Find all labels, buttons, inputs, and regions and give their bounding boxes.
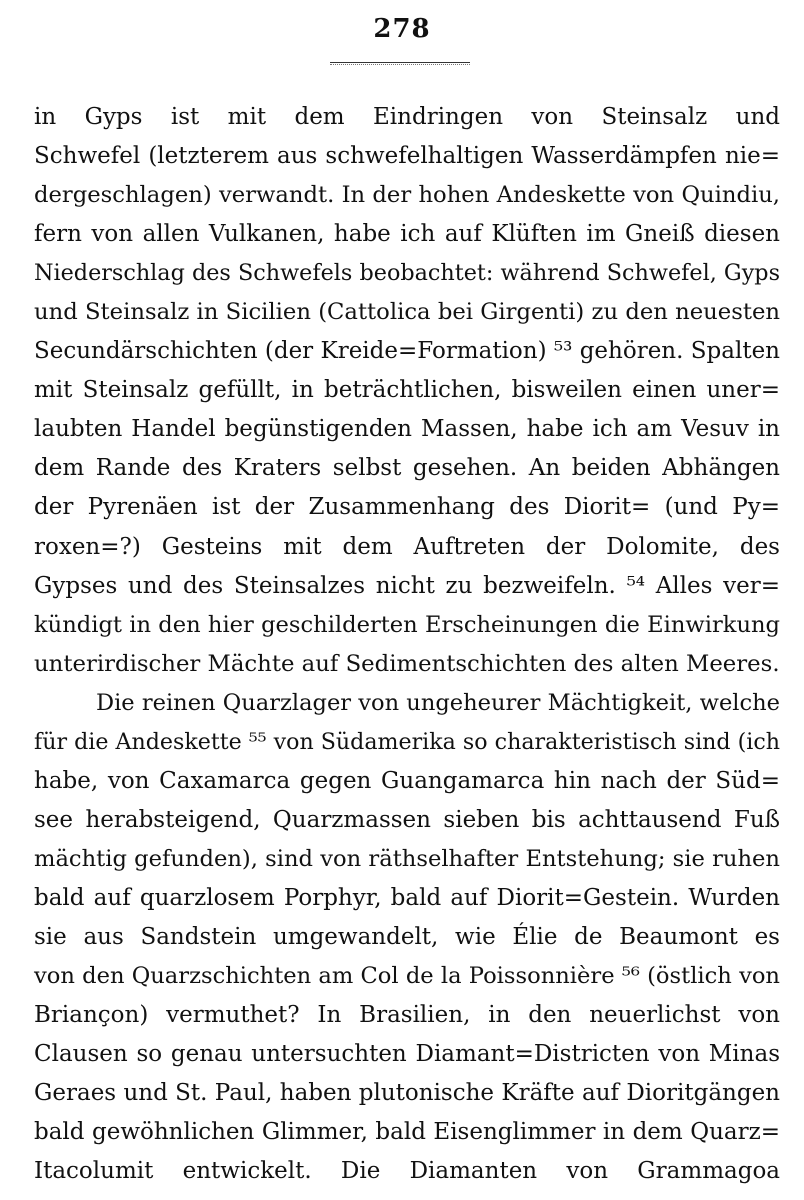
text-line: Niederschlag des Schwefels beobachtet: während Schwefel, Gyps <box>34 260 780 287</box>
text-line: dergeschlagen) verwandt. In der hohen Andeskette von Quindiu, <box>34 182 780 209</box>
text-line: der Pyrenäen ist der Zusammenhang des Diorit= (und Py= <box>34 494 780 521</box>
text-line: Gypses und des Steinsalzes nicht zu bezweifeln. ⁵⁴ Alles ver= <box>34 572 780 599</box>
text-line: roxen=?) Gesteins mit dem Auftreten der Dolomite, des <box>34 533 780 560</box>
page-number: 278 <box>373 14 431 44</box>
text-line: Itacolumit entwickelt. Die Diamanten von Grammagoa <box>34 1158 780 1185</box>
text-line: bald auf quarzlosem Porphyr, bald auf Diorit=Gestein. Wurden <box>34 884 780 911</box>
text-line: fern von allen Vulkanen, habe ich auf Klüften im Gneiß diesen <box>34 221 780 248</box>
text-line: Secundärschichten (der Kreide=Formation) ⁵³ gehören. Spalten <box>34 338 780 365</box>
body-text <box>34 98 780 1191</box>
text-line: Clausen so genau untersuchten Diamant=Districten von Minas <box>34 1041 780 1068</box>
text-line: Briançon) vermuthet? In Brasilien, in den neuerlichst von <box>34 1002 780 1029</box>
text-line: für die Andeskette ⁵⁵ von Südamerika so charakteristisch sind (ich <box>34 728 780 755</box>
text-line: Geraes und St. Paul, haben plutonische Kräfte auf Dioritgängen <box>34 1080 780 1107</box>
text-line: habe, von Caxamarca gegen Guangamarca hin nach der Süd= <box>34 767 780 794</box>
text-line: see herabsteigend, Quarzmassen sieben bis achttausend Fuß <box>34 806 780 833</box>
text-line: Schwefel (letzterem aus schwefelhaltigen Wasserdämpfen nie= <box>34 143 780 170</box>
text-line: dem Rande des Kraters selbst gesehen. An beiden Abhängen <box>34 455 780 482</box>
text-line: kündigt in den hier geschilderten Erscheinungen die Einwirkung <box>34 611 780 638</box>
text-line: mit Steinsalz gefüllt, in beträchtlichen, bisweilen einen uner= <box>34 377 780 404</box>
header-rule <box>330 62 470 63</box>
text-line: laubten Handel begünstigenden Massen, habe ich am Vesuv in <box>34 416 780 443</box>
text-line: mächtig gefunden), sind von räthselhafter Entstehung; sie ruhen <box>34 845 780 872</box>
text-line: bald gewöhnlichen Glimmer, bald Eisenglimmer in dem Quarz= <box>34 1119 780 1146</box>
text-line: und Steinsalz in Sicilien (Cattolica bei Girgenti) zu den neuesten <box>34 299 780 326</box>
text-line: in Gyps ist mit dem Eindringen von Steinsalz und <box>34 104 780 130</box>
paragraph-end-line: unterirdischer Mächte auf Sedimentschichten des alten Meeres. <box>34 650 780 677</box>
text-line: sie aus Sandstein umgewandelt, wie Élie de Beaumont es <box>34 923 780 950</box>
text-line: von den Quarzschichten am Col de la Poissonnière ⁵⁶ (östlich von <box>34 963 780 990</box>
paragraph-start-line: Die reinen Quarzlager von ungeheurer Mächtigkeit, welche <box>96 689 780 716</box>
